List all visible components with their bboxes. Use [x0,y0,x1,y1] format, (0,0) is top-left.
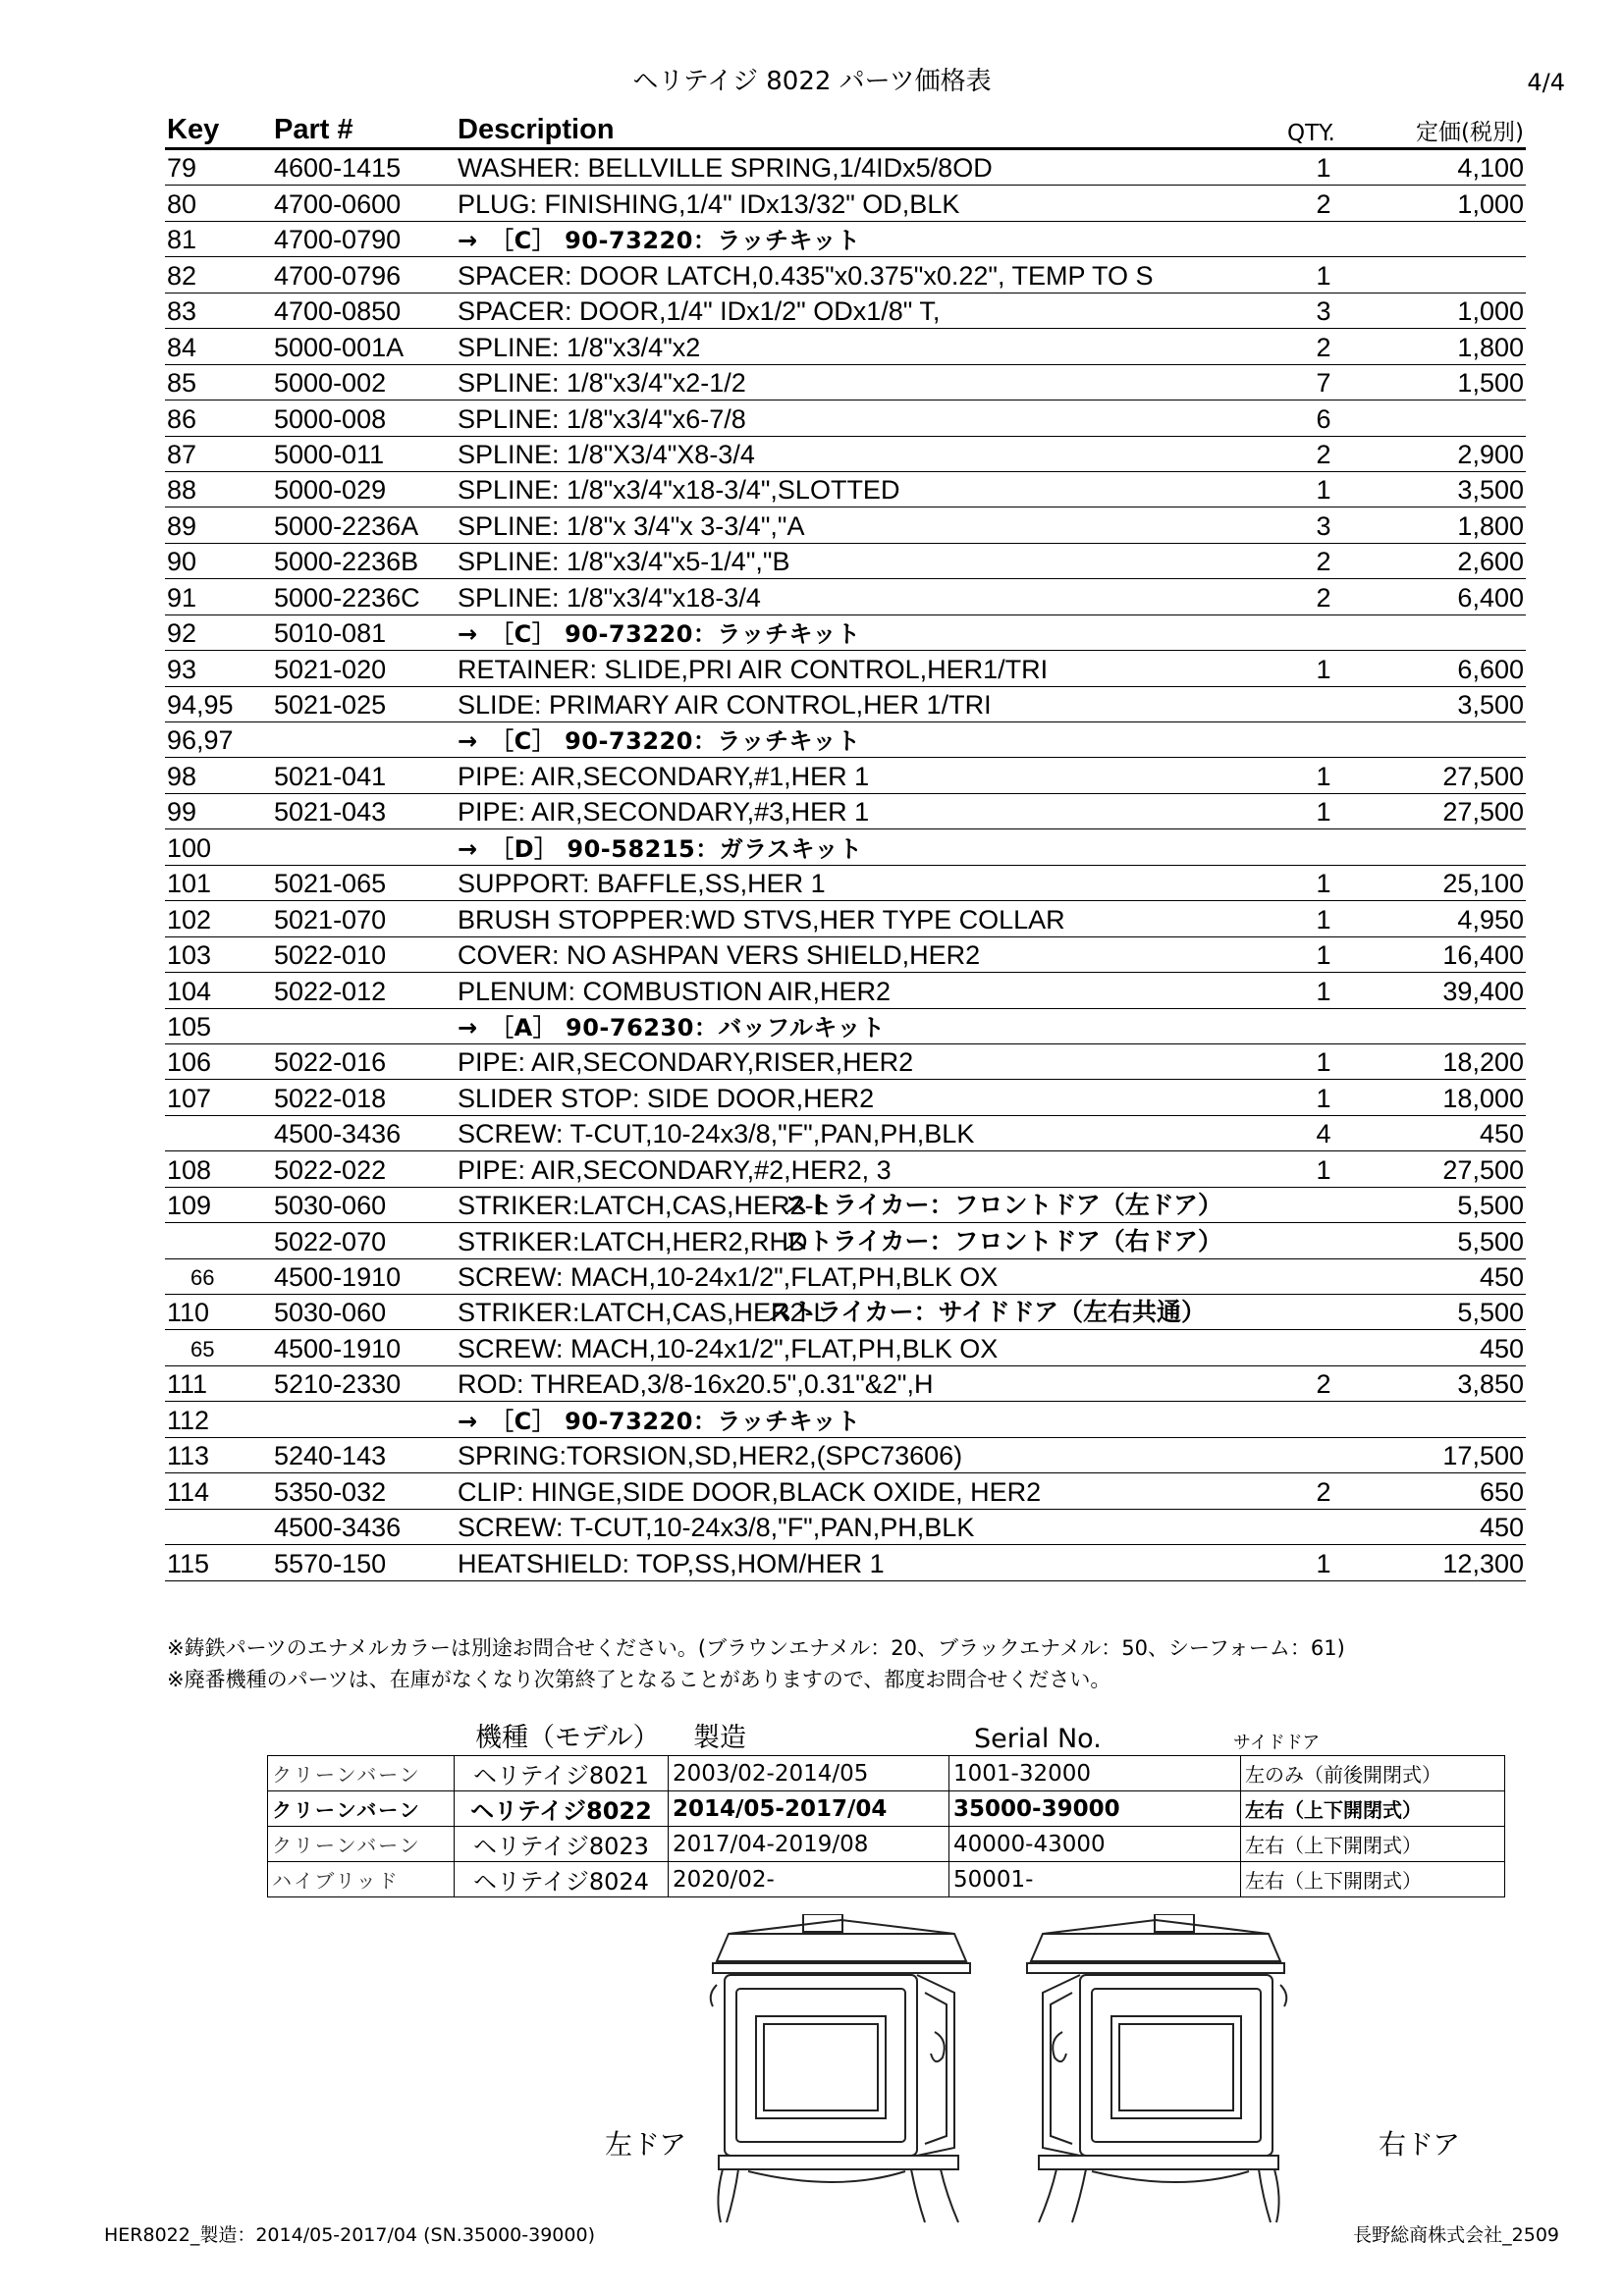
parts-table-header [165,110,1526,150]
table-row [165,1080,1526,1115]
row-qty: 7 [1316,368,1331,399]
row-key: 106 [167,1047,212,1078]
row-key: 112 [167,1405,210,1435]
row-part-number: 5021-041 [274,761,387,791]
row-description: SPLINE: 1/8"x 3/4"x 3-3/4","A [458,510,805,541]
row-key: 65 [190,1336,215,1362]
model-name: ヘリテイジ8022 [455,1791,669,1827]
row-price: 5,500 [1457,1191,1524,1221]
parts-table-body [165,150,1526,1581]
row-key: 115 [167,1548,210,1578]
table-row [165,1188,1526,1223]
row-price: 27,500 [1442,761,1524,791]
row-description: SPLINE: 1/8"X3/4"X8-3/4 [458,439,755,469]
table-row [165,722,1526,758]
row-price: 17,500 [1442,1441,1524,1471]
row-key: 82 [167,260,197,291]
row-description: SPACER: DOOR LATCH,0.435"x0.375"x0.22", TEMP TO S [458,260,1154,291]
row-part-number: 4700-0600 [274,188,402,219]
table-row [165,400,1526,436]
row-description: SLIDER STOP: SIDE DOOR,HER2 [458,1083,875,1113]
row-price: 450 [1479,1513,1524,1543]
model-production: 2020/02- [669,1862,949,1897]
table-row [165,1009,1526,1044]
note-enamel: ※鋳鉄パーツのエナメルカラーは別途お問合せください。(ブラウンエナメル：20、ブラックエナメル：50、シーフォーム：61) [167,1636,1345,1660]
row-description: PIPE: AIR,SECONDARY,#2,HER2, 3 [458,1154,892,1185]
row-key: 90 [167,547,197,577]
row-part-number: 4500-1910 [274,1262,402,1292]
row-part-number: 5570-150 [274,1548,387,1578]
row-part-number: 5240-143 [274,1441,387,1471]
row-qty: 1 [1316,1154,1331,1185]
row-price: 1,000 [1457,188,1524,219]
row-description: SPLINE: 1/8"x3/4"x18-3/4 [458,582,761,613]
table-row [165,365,1526,400]
table-row [165,651,1526,686]
row-qty: 6 [1316,403,1331,434]
table-row [165,472,1526,507]
model-serial: 1001-32000 [949,1756,1241,1791]
row-key: 85 [167,368,197,399]
row-key: 100 [167,832,212,863]
model-name: ヘリテイジ8023 [455,1827,669,1862]
row-description: STRIKER:LATCH,HER2,RHD [458,1226,808,1256]
row-part-number: 5021-020 [274,654,387,684]
left-door-label: 左ドア [605,2128,687,2161]
page-title: ヘリテイジ 8022 パーツ価格表 [632,67,992,96]
table-row [165,1402,1526,1437]
table-row [165,186,1526,221]
model-name: ヘリテイジ8021 [455,1756,669,1791]
row-key: 79 [167,153,197,184]
row-description: HEATSHIELD: TOP,SS,HOM/HER 1 [458,1548,885,1578]
row-price: 27,500 [1442,797,1524,828]
row-key: 66 [190,1265,215,1290]
model-production: 2014/05-2017/04 [669,1791,949,1827]
row-price: 4,950 [1457,904,1524,934]
row-part-number: 5000-2236B [274,547,419,577]
row-part-number: 5000-011 [274,439,385,469]
row-key: 111 [167,1369,208,1400]
footer-company: 長野総商株式会社_2509 [1353,2224,1559,2246]
row-qty: 1 [1316,1083,1331,1113]
row-part-number: 5000-029 [274,475,387,506]
header-side-door: サイドドア [1233,1733,1321,1753]
row-description: COVER: NO ASHPAN VERS SHIELD,HER2 [458,940,981,971]
row-key: 89 [167,510,197,541]
page-number: 4/4 [1527,69,1565,96]
row-price: 1,000 [1457,296,1524,327]
row-key: 109 [167,1191,212,1221]
row-price: 25,100 [1442,869,1524,899]
table-row [165,1044,1526,1080]
row-description: SUPPORT: BAFFLE,SS,HER 1 [458,869,826,899]
row-description: → ［C］ 90-73220：ラッチキット [458,1407,861,1435]
model-name: ヘリテイジ8024 [455,1862,669,1897]
table-row [165,1223,1526,1258]
table-row [165,1259,1526,1295]
row-description: SPACER: DOOR,1/4" IDx1/2" ODx1/8" T, [458,296,941,327]
table-row [165,544,1526,579]
row-key: 110 [167,1298,210,1328]
row-description: SLIDE: PRIMARY AIR CONTROL,HER 1/TRI [458,690,992,720]
table-row [165,687,1526,722]
table-row [165,257,1526,293]
row-description: SCREW: T-CUT,10-24x3/8,"F",PAN,PH,BLK [458,1119,975,1149]
row-price: 4,100 [1457,153,1524,184]
row-key: 84 [167,332,197,362]
row-key: 91 [167,582,197,613]
row-part-number: 5022-022 [274,1154,387,1185]
table-row [165,794,1526,829]
row-part-number: 5000-2236C [274,582,420,613]
row-price: 2,900 [1457,439,1524,469]
row-qty: 1 [1316,153,1331,184]
table-row [165,937,1526,973]
row-description: WASHER: BELLVILLE SPRING,1/4IDx5/8OD [458,153,993,184]
row-part-number: 5021-065 [274,869,387,899]
row-price: 3,500 [1457,475,1524,506]
model-serial: 50001- [949,1862,1241,1897]
row-description: → ［C］ 90-73220：ラッチキット [458,620,861,649]
row-qty: 2 [1316,1476,1331,1507]
row-price: 3,850 [1457,1369,1524,1400]
model-type: クリーンバーン [268,1756,455,1791]
model-row [268,1862,1505,1897]
row-qty: 1 [1316,869,1331,899]
model-type: ハイブリッド [268,1862,455,1897]
table-row [165,1151,1526,1187]
table-row [165,294,1526,329]
row-price: 450 [1479,1262,1524,1292]
row-qty: 1 [1316,1047,1331,1078]
table-row [165,758,1526,793]
row-part-number: 5022-010 [274,940,387,971]
header-serial: Serial No. [974,1724,1102,1754]
row-qty: 1 [1316,904,1331,934]
row-key: 83 [167,296,197,327]
row-price: 3,500 [1457,690,1524,720]
row-price: 18,000 [1442,1083,1524,1113]
row-qty: 1 [1316,260,1331,291]
model-row [268,1791,1505,1827]
row-part-number: 5022-016 [274,1047,387,1078]
row-price: 39,400 [1442,976,1524,1006]
row-key: 93 [167,654,197,684]
row-description: SPLINE: 1/8"x3/4"x5-1/4","B [458,547,790,577]
row-part-number: 5030-060 [274,1298,387,1328]
row-description: PIPE: AIR,SECONDARY,#1,HER 1 [458,761,870,791]
row-part-number: 5022-012 [274,976,387,1006]
table-row [165,437,1526,472]
row-part-number: 4500-3436 [274,1513,402,1543]
row-description: PLUG: FINISHING,1/4" IDx13/32" OD,BLK [458,188,960,219]
row-key: 81 [167,225,197,255]
row-price: 27,500 [1442,1154,1524,1185]
row-description-jp: ストライカー：フロントドア（右ドア） [784,1226,1223,1255]
row-description: SPRING:TORSION,SD,HER2,(SPC73606) [458,1441,963,1471]
row-key: 114 [167,1476,210,1507]
row-description: PIPE: AIR,SECONDARY,#3,HER 1 [458,797,870,828]
row-key: 108 [167,1154,212,1185]
row-qty: 3 [1316,296,1331,327]
row-part-number: 5030-060 [274,1191,387,1221]
row-description: PIPE: AIR,SECONDARY,RISER,HER2 [458,1047,914,1078]
table-row [165,1473,1526,1509]
row-description: PLENUM: COMBUSTION AIR,HER2 [458,976,892,1006]
row-part-number: 5010-081 [274,618,387,649]
row-key: 80 [167,188,197,219]
row-key: 105 [167,1011,212,1041]
row-description: → ［A］ 90-76230：バッフルキット [458,1013,886,1041]
row-description-jp: ストライカー：サイドドア（左右共通） [768,1298,1207,1327]
parts-table [165,110,1526,1581]
row-price: 12,300 [1442,1548,1524,1578]
model-table-header [267,1719,1526,1754]
table-row [165,829,1526,865]
row-key: 98 [167,761,197,791]
row-price: 2,600 [1457,547,1524,577]
table-row [165,579,1526,614]
row-qty: 3 [1316,510,1331,541]
row-description: SPLINE: 1/8"x3/4"x2 [458,332,701,362]
row-key: 86 [167,403,197,434]
row-price: 6,600 [1457,654,1524,684]
row-price: 6,400 [1457,582,1524,613]
row-description: BRUSH STOPPER:WD STVS,HER TYPE COLLAR [458,904,1065,934]
table-row [165,1438,1526,1473]
row-price: 1,800 [1457,510,1524,541]
row-description: STRIKER:LATCH,CAS,HER2-L [458,1191,829,1221]
row-qty: 1 [1316,940,1331,971]
table-row [165,866,1526,901]
row-price: 450 [1479,1119,1524,1149]
row-key: 107 [167,1083,212,1113]
row-part-number: 5021-070 [274,904,387,934]
row-part-number: 5021-025 [274,690,387,720]
row-key: 92 [167,618,197,649]
row-qty: 2 [1316,188,1331,219]
row-description: SCREW: MACH,10-24x1/2",FLAT,PH,BLK OX [458,1262,999,1292]
table-row [165,222,1526,257]
row-qty: 4 [1316,1119,1331,1149]
stove-right-door-illustration [1023,1914,1288,2224]
row-part-number: 5022-070 [274,1226,387,1256]
row-description: SCREW: MACH,10-24x1/2",FLAT,PH,BLK OX [458,1333,999,1363]
row-price: 18,200 [1442,1047,1524,1078]
row-qty: 2 [1316,582,1331,613]
row-part-number: 4600-1415 [274,153,402,184]
row-qty: 1 [1316,761,1331,791]
row-price: 450 [1479,1333,1524,1363]
row-description: → ［C］ 90-73220：ラッチキット [458,727,861,756]
table-row [165,1366,1526,1402]
row-qty: 1 [1316,976,1331,1006]
model-side-door: 左右（上下開閉式） [1241,1791,1505,1827]
row-qty: 1 [1316,475,1331,506]
row-key: 103 [167,940,212,971]
row-description: → ［D］ 90-58215：ガラスキット [458,834,863,863]
row-qty: 2 [1316,1369,1331,1400]
model-side-door: 左右（上下開閉式） [1241,1827,1505,1862]
row-part-number: 5210-2330 [274,1369,402,1400]
table-row [165,1116,1526,1151]
right-door-label: 右ドア [1379,2128,1461,2161]
row-qty: 1 [1316,654,1331,684]
row-price: 5,500 [1457,1226,1524,1256]
table-row [165,507,1526,543]
table-row [165,901,1526,936]
header-part: Part # [274,114,353,145]
row-description: STRIKER:LATCH,CAS,HER2-L [458,1298,829,1328]
model-side-door: 左右（上下開閉式） [1241,1862,1505,1897]
model-type: クリーンバーン [268,1791,455,1827]
header-price: 定価(税別) [1416,120,1524,145]
row-qty: 1 [1316,797,1331,828]
table-row [165,1330,1526,1365]
model-serial: 40000-43000 [949,1827,1241,1862]
row-part-number: 5000-008 [274,403,387,434]
row-qty: 2 [1316,332,1331,362]
row-price: 5,500 [1457,1298,1524,1328]
model-production: 2003/02-2014/05 [669,1756,949,1791]
row-part-number: 5021-043 [274,797,387,828]
row-description: SPLINE: 1/8"x3/4"x2-1/2 [458,368,746,399]
model-serial: 35000-39000 [949,1791,1241,1827]
model-row [268,1756,1505,1791]
footer-model-info: HER8022_製造：2014/05-2017/04 (SN.35000-39000) [104,2224,595,2246]
row-key: 104 [167,976,212,1006]
row-description: ROD: THREAD,3/8-16x20.5",0.31"&2",H [458,1369,934,1400]
row-key: 113 [167,1441,210,1471]
row-part-number: 4700-0790 [274,225,402,255]
table-row [165,615,1526,651]
row-description: SPLINE: 1/8"x3/4"x6-7/8 [458,403,746,434]
table-row [165,1295,1526,1330]
table-row [165,329,1526,364]
row-part-number: 5000-001A [274,332,405,362]
model-production: 2017/04-2019/08 [669,1827,949,1862]
row-part-number: 4700-0850 [274,296,402,327]
row-price: 650 [1479,1476,1524,1507]
table-row [165,973,1526,1008]
row-key: 102 [167,904,212,934]
row-key: 99 [167,797,197,828]
header-description: Description [458,114,615,145]
row-key: 87 [167,439,197,469]
row-description: → ［C］ 90-73220：ラッチキット [458,227,861,255]
note-discontinued: ※廃番機種のパーツは、在庫がなくなり次第終了となることがありますので、都度お問合せください。 [167,1668,1111,1691]
header-model: 機種（モデル） [475,1723,660,1753]
table-row [165,1510,1526,1545]
header-production: 製造 [693,1723,746,1753]
row-part-number: 5000-002 [274,368,387,399]
row-part-number: 5022-018 [274,1083,387,1113]
row-part-number: 5350-032 [274,1476,387,1507]
row-price: 16,400 [1442,940,1524,971]
model-row [268,1827,1505,1862]
row-description-jp: ストライカー：フロントドア（左ドア） [784,1191,1223,1220]
model-type: クリーンバーン [268,1827,455,1862]
row-qty: 1 [1316,1548,1331,1578]
row-qty: 2 [1316,547,1331,577]
row-part-number: 4500-3436 [274,1119,402,1149]
row-qty: 2 [1316,439,1331,469]
row-key: 88 [167,475,197,506]
row-part-number: 4700-0796 [274,260,402,291]
row-key: 94,95 [167,690,234,720]
row-price: 1,800 [1457,332,1524,362]
row-part-number: 5000-2236A [274,510,419,541]
model-side-door: 左のみ（前後開閉式） [1241,1756,1505,1791]
header-key: Key [167,114,220,145]
header-qty: QTY. [1287,121,1335,146]
row-key: 101 [167,869,212,899]
stove-left-door-illustration [709,1914,974,2224]
row-price: 1,500 [1457,368,1524,399]
row-description: RETAINER: SLIDE,PRI AIR CONTROL,HER1/TRI [458,654,1049,684]
table-row [165,1545,1526,1580]
row-description: CLIP: HINGE,SIDE DOOR,BLACK OXIDE, HER2 [458,1476,1042,1507]
row-part-number: 4500-1910 [274,1333,402,1363]
row-description: SCREW: T-CUT,10-24x3/8,"F",PAN,PH,BLK [458,1513,975,1543]
table-row [165,150,1526,186]
row-key: 96,97 [167,725,234,756]
model-table [267,1755,1505,1897]
row-description: SPLINE: 1/8"x3/4"x18-3/4",SLOTTED [458,475,900,506]
